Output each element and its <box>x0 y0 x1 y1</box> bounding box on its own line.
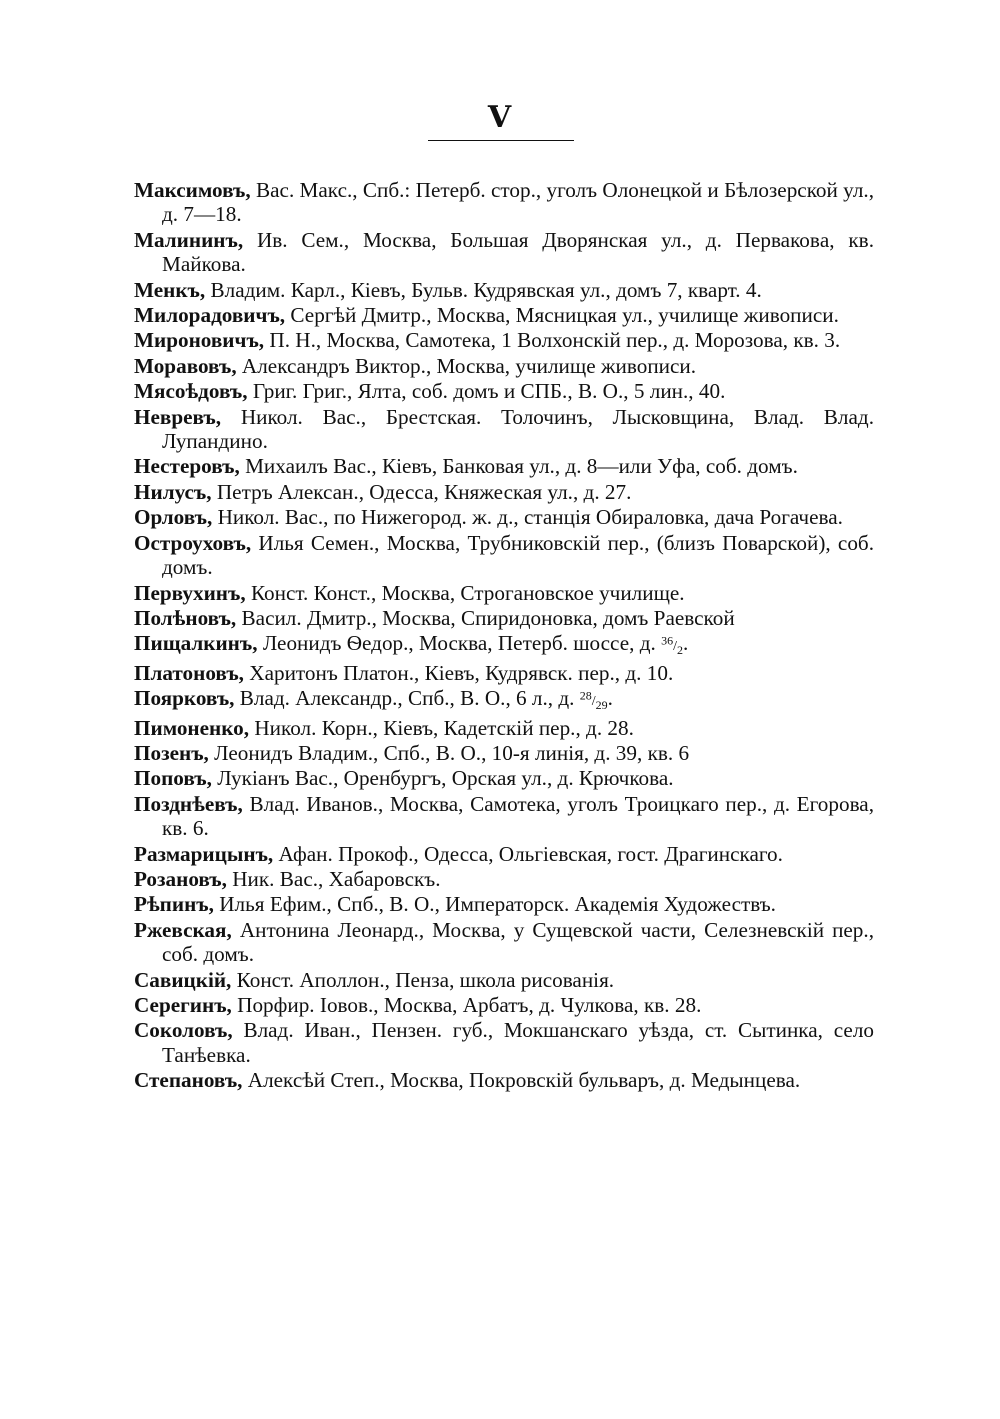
entry-surname: Остроуховъ, <box>134 530 252 555</box>
entry-details: Харитонъ Платон., Кіевъ, Кудрявск. пер., д. 10. <box>249 660 674 685</box>
entry-surname: Ржевская, <box>134 917 232 942</box>
directory-entry <box>134 505 874 529</box>
entry-details: Сергѣй Дмитр., Москва, Мясницкая ул., училище живописи. <box>290 303 839 328</box>
directory-entry <box>134 531 874 580</box>
entry-surname: Пимоненко, <box>134 715 250 740</box>
entry-surname: Позднѣевъ, <box>134 791 243 816</box>
entry-surname: Менкъ, <box>134 277 206 302</box>
entry-surname: Милорадовичъ, <box>134 303 286 328</box>
entry-surname: Поярковъ, <box>134 686 235 711</box>
directory-entry <box>134 661 874 685</box>
entry-surname: Размарицынъ, <box>134 841 274 866</box>
entry-details: Конст. Конст., Москва, Строгановское училище. <box>250 580 685 605</box>
entry-details: Ив. Сем., Москва, Большая Дворянская ул., д. Перваковa, кв. Майкова. <box>162 227 874 277</box>
entry-details: Александръ Виктор., Москва, училище живописи. <box>241 353 697 378</box>
entry-surname: Моравовъ, <box>134 353 237 378</box>
entry-fraction: $^{28}/_{29}$ <box>579 688 608 712</box>
entry-details: Илья Семен., Москва, Трубниковскій пер., (близъ Поварской), соб. домъ. <box>162 530 875 580</box>
directory-entry <box>134 792 874 841</box>
entry-surname: Платоновъ, <box>134 660 244 685</box>
entry-details: Леонидъ Владим., Спб., В. О., 10-я линія, д. 39, кв. 6 <box>214 740 690 765</box>
directory-entry <box>134 918 874 967</box>
directory-entry <box>134 328 874 352</box>
entry-surname: Серегинъ, <box>134 993 232 1017</box>
entry-details: Илья Ефим., Спб., В. О., Императорск. Академія Художествъ. <box>219 892 776 917</box>
entry-details: Алексѣй Степ., Москва, Покровскій бульваръ, д. Медынцева. <box>247 1068 801 1093</box>
entry-details: Михаилъ Вас., Кіевъ, Банковая ул., д. 8—или Уфа, соб. домъ. <box>245 454 798 479</box>
directory-entry <box>134 606 874 630</box>
page-number: V <box>487 100 513 135</box>
entry-details: Порфир. Іовов., Москва, Арбатъ, д. Чулкова, кв. 28. <box>237 993 702 1017</box>
directory-entry <box>134 842 874 866</box>
fraction-denominator: 2 <box>676 643 683 658</box>
entry-surname: Мироновичъ, <box>134 328 265 353</box>
directory-entry <box>134 716 874 740</box>
entry-details: Конст. Аполлон., Пенза, школа рисованія. <box>236 967 615 992</box>
entry-details: Афан. Прокоф., Одесса, Ольгіевская, гост. Драгинскаго. <box>278 841 783 866</box>
entry-surname: Орловъ, <box>134 505 213 530</box>
entry-details: Леонидъ Ѳедор., Москва, Петерб. шоссе, д. <box>262 631 656 656</box>
entry-surname: Первухинъ, <box>134 580 246 605</box>
entry-details: Никол. Корн., Кіевъ, Кадетскій пер., д. 28. <box>254 715 634 740</box>
directory-list <box>134 178 874 1094</box>
entry-surname: Савицкій, <box>134 967 232 992</box>
fraction-numerator: 28 <box>579 688 592 703</box>
entry-details: Григ. Григ., Ялта, соб. домъ и СПБ., В. О., 5 лин., 40. <box>252 379 726 404</box>
entry-tail: . <box>682 631 689 656</box>
entry-surname: Рѣпинъ, <box>134 892 214 917</box>
directory-entry <box>134 1068 874 1092</box>
entry-surname: Мясоѣдовъ, <box>134 379 248 404</box>
entry-surname: Полѣновъ, <box>134 605 237 630</box>
directory-entry <box>134 867 874 891</box>
entry-surname: Розановъ, <box>134 866 227 891</box>
fraction-numerator: 36 <box>661 633 674 648</box>
entry-surname: Максимовъ, <box>134 178 251 202</box>
entry-surname: Позенъ, <box>134 740 209 765</box>
entry-surname: Нестеровъ, <box>134 454 240 479</box>
header-rule <box>428 140 574 141</box>
entry-details: Влад. Александр., Спб., В. О., 6 л., д. <box>239 686 575 711</box>
directory-entry <box>134 581 874 605</box>
entry-tail: . <box>607 686 613 711</box>
directory-entry <box>134 303 874 327</box>
directory-entry <box>134 454 874 478</box>
entry-details: Владим. Карл., Кіевъ, Бульв. Кудрявская ул., домъ 7, кварт. 4. <box>210 277 762 302</box>
entry-details: Вас. Макс., Спб.: Петерб. стор., уголъ Олонецкой и Бѣлозерской ул., д. 7—18. <box>162 178 875 227</box>
directory-entry <box>134 278 874 302</box>
directory-entry <box>134 686 874 714</box>
directory-entry <box>134 1018 874 1067</box>
directory-entry <box>134 228 874 277</box>
directory-entry <box>134 354 874 378</box>
directory-entry <box>134 968 874 992</box>
entry-details: Лукіанъ Вас., Оренбургъ, Орская ул., д. Крючкова. <box>217 766 674 791</box>
entry-surname: Поповъ, <box>134 766 212 791</box>
entry-details: Петръ Алексан., Одесса, Княжеская ул., д. 27. <box>216 479 632 504</box>
directory-entry <box>134 379 874 403</box>
entry-details: Никол. Вас., Брестская. Толочинъ, Лысковщина, Влад. Влад. Лупандино. <box>162 404 874 454</box>
entry-details: Васил. Дмитр., Москва, Спиридоновка, домъ Раевской <box>241 605 735 630</box>
entry-surname: Соколовъ, <box>134 1018 233 1043</box>
directory-entry <box>134 405 874 454</box>
directory-entry <box>134 892 874 916</box>
entry-surname: Степановъ, <box>134 1068 243 1093</box>
entry-details: Никол. Вас., по Нижегород. ж. д., станція Обираловка, дача Рогачева. <box>217 505 843 530</box>
entry-details: Влад. Иванов., Москва, Самотека, уголъ Троицкаго пер., д. Егорова, кв. 6. <box>162 791 874 841</box>
entry-details: П. Н., Москва, Самотека, 1 Волхонскій пер., д. Морозова, кв. 3. <box>269 328 841 353</box>
entry-surname: Малининъ, <box>134 227 244 252</box>
directory-entry <box>134 766 874 790</box>
entry-surname: Невревъ, <box>134 404 222 429</box>
entry-surname: Нилусъ, <box>134 479 212 504</box>
directory-entry <box>134 178 874 227</box>
entry-fraction: $^{36}/_2$ <box>661 633 683 658</box>
entry-details: Влад. Иван., Пензен. губ., Мокшанскаго уѣзда, ст. Сытинка, село Танѣевка. <box>162 1018 874 1067</box>
directory-entry <box>134 993 874 1017</box>
directory-entry <box>134 480 874 504</box>
directory-entry <box>134 741 874 765</box>
directory-entry <box>134 631 874 659</box>
fraction-denominator: 29 <box>595 697 608 712</box>
entry-details: Ник. Вас., Хабаровскъ. <box>232 866 441 891</box>
entry-surname: Пищалкинъ, <box>134 631 258 656</box>
entry-details: Антонина Леонард., Москва, у Сущевской части, Селезневскій пер., соб. домъ. <box>162 917 874 967</box>
